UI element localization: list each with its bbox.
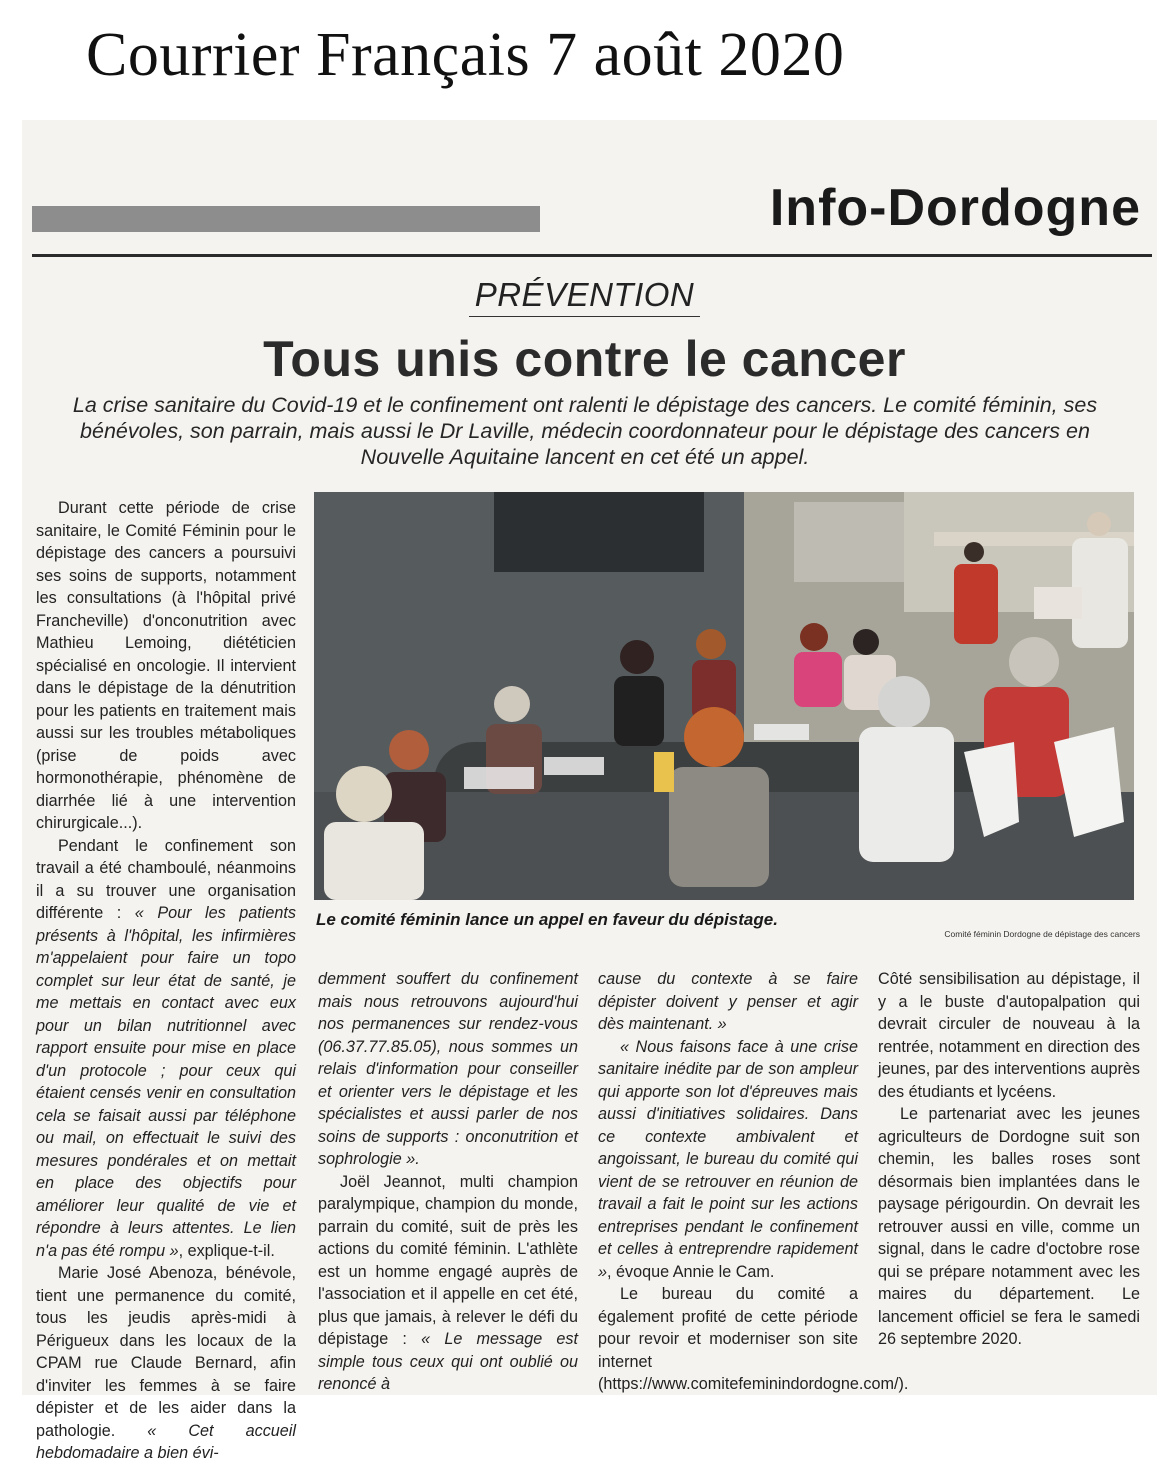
photo-credit: Comité féminin Dordogne de dépistage des cancers: [944, 929, 1140, 939]
article-column-3: [598, 968, 909, 1396]
article-photo: [314, 492, 1134, 900]
rubric: [0, 276, 1169, 317]
paragraph: Durant cette période de crise sanitaire, le Comité Féminin pour le dépistage des cancers a poursuivi ses soins de supports, notamment les consultations (à l'hôpital privé Francheville) d'onconutrition avec Mathieu Lemoing, diététicien spécialisé en oncologie. Il intervient dans le dépistage de la dénutrition pour les patients en traitement mais aussi sur les troubles métaboliques (prise de poids avec hormonothérapie, phénomène de diarrhée lié à une intervention chirurgicale...).: [36, 499, 296, 832]
paragraph: demment souffert du confinement mais nous retrouvons aujourd'hui nos permanences sur rendez-vous (06.37.77.85.05), nous sommes un relais d'information pour conseiller et orienter vers le dépistage et les spécialistes et aussi parler de nos soins de supports : onconutrition et sophrologie ».: [318, 970, 578, 1168]
paragraph: Pendant le confinement son travail a été chamboulé, néanmoins il a su trouver une organisation différente : « Pour les patients présents à l'hôpital, les infirmières m'appelaient pour faire un topo complet sur leur état de santé, je me mettais en contact avec eux pour un bilan nutritionnel avec rapport ensuite pour mise en place d'un protocole ; pour ceux qui étaient censés venir en consultation cela se faisait aussi par téléphone ou mail, on effectuait le suivi des mesures pondérales et on mettait en place des objectifs pour améliorer leur qualité de vie et répondre à leurs attentes. Le lien n'a pas été rompu », explique-t-il.: [36, 836, 296, 1260]
paragraph: Le bureau du comité a également profité de cette période pour revoir et moderniser son site internet (https://www.comitefeminindordogne.com/).: [598, 1285, 909, 1393]
article-column-4: [878, 968, 1140, 1351]
section-rule: [32, 254, 1152, 257]
section-bar: [32, 206, 540, 232]
headline: Tous unis contre le cancer: [263, 331, 906, 387]
publication-title: Courrier Français 7 août 2020: [86, 21, 845, 89]
quote: « Cet accueil hebdomadaire a bien évi-: [36, 1421, 296, 1462]
rubric-label: PRÉVENTION: [469, 276, 701, 317]
article-column-2: [318, 968, 578, 1396]
paragraph: Marie José Abenoza, bénévole, tient une permanence du comité, tous les jeudis après-midi à Périgueux dans les locaux de la CPAM rue Claude Bernard, afin d'inviter les femmes à se faire dépister et de les aider dans la pathologie. « Cet accueil hebdomadaire a bien évi-: [36, 1264, 296, 1462]
paragraph: Côté sensibilisation au dépistage, il y a le buste d'autopalpation qui devrait circuler de nouveau à la rentrée, notamment en direction des jeunes, par des interventions auprès des étudiants et lycéens.: [878, 970, 1140, 1101]
section-title: Info-Dordogne: [769, 179, 1141, 237]
paragraph: Le partenariat avec les jeunes agriculteurs de Dordogne suit son chemin, les balles roses sont désormais bien implantées dans le paysage périgourdin. On devrait les retrouver aussi en ville, comme un signal, dans le cadre d'octobre rose qui se prépare notamment avec les maires du département. Le lancement officiel se fera le samedi 26 septembre 2020.: [878, 1105, 1140, 1348]
photo-caption: Le comité féminin lance un appel en faveur du dépistage.: [316, 910, 778, 929]
paragraph: cause du contexte à se faire dépister doivent y penser et agir dès maintenant. »: [598, 970, 858, 1033]
paragraph: « Nous faisons face à une crise sanitaire inédite par de son ampleur qui apporte son lot d'épreuves mais aussi d'initiatives solidaires. Dans ce contexte ambivalent et angoissant, le bureau du comité qui vient de se retrouver en réunion de travail a fait le point sur les actions entreprises pendant le confinement et celles à entreprendre rapidement », évoque Annie le Cam.: [598, 1037, 858, 1281]
meeting-photo: [314, 492, 1134, 900]
article-column-1: [36, 497, 296, 1465]
paragraph: Joël Jeannot, multi champion paralympique, champion du monde, parrain du comité, suit de près les actions du comité féminin. L'athlète est un homme engagé auprès de l'association et il appelle en cet été, plus que jamais, à relever le défi du dépistage : « Le message est simple tous ceux qui ont oublié ou renoncé à: [318, 1172, 578, 1393]
quote: « Le message est simple tous ceux qui ont oublié ou renoncé à: [318, 1330, 578, 1393]
quote: « Pour les patients présents à l'hôpital, les infirmières m'appelaient pour faire un topo complet sur leur état de santé, je me mettais en contact avec eux pour un bilan nutritionnel avec rapport ensuite pour mise en place d'un protocole ; pour ceux qui étaient censés venir en consultation cela se faisait aussi par téléphone ou mail, on effectuait le suivi des mesures pondérales et on mettait en place des objectifs pour améliorer leur qualité de vie et répondre à leurs attentes. Le lien n'a pas été rompu »: [36, 904, 296, 1260]
article-lead: La crise sanitaire du Covid-19 et le confinement ont ralenti le dépistage des cancers. Le comité féminin, ses bénévoles, son parrain, mais aussi le Dr Laville, médecin coordonnateur pour le dépistage des cancers en Nouvelle Aquitaine lancent en cet été un appel.: [72, 393, 1098, 469]
page-header: [0, 8, 1169, 113]
quote: « Nous faisons face à une crise sanitaire inédite par de son ampleur qui apporte son lot d'épreuves mais aussi d'initiatives solidaires. Dans ce contexte ambivalent et angoissant, le bureau du comité qui vient de se retrouver en réunion de travail a fait le point sur les actions entreprises pendant le confinement et celles à entreprendre rapidement »: [598, 1037, 858, 1281]
